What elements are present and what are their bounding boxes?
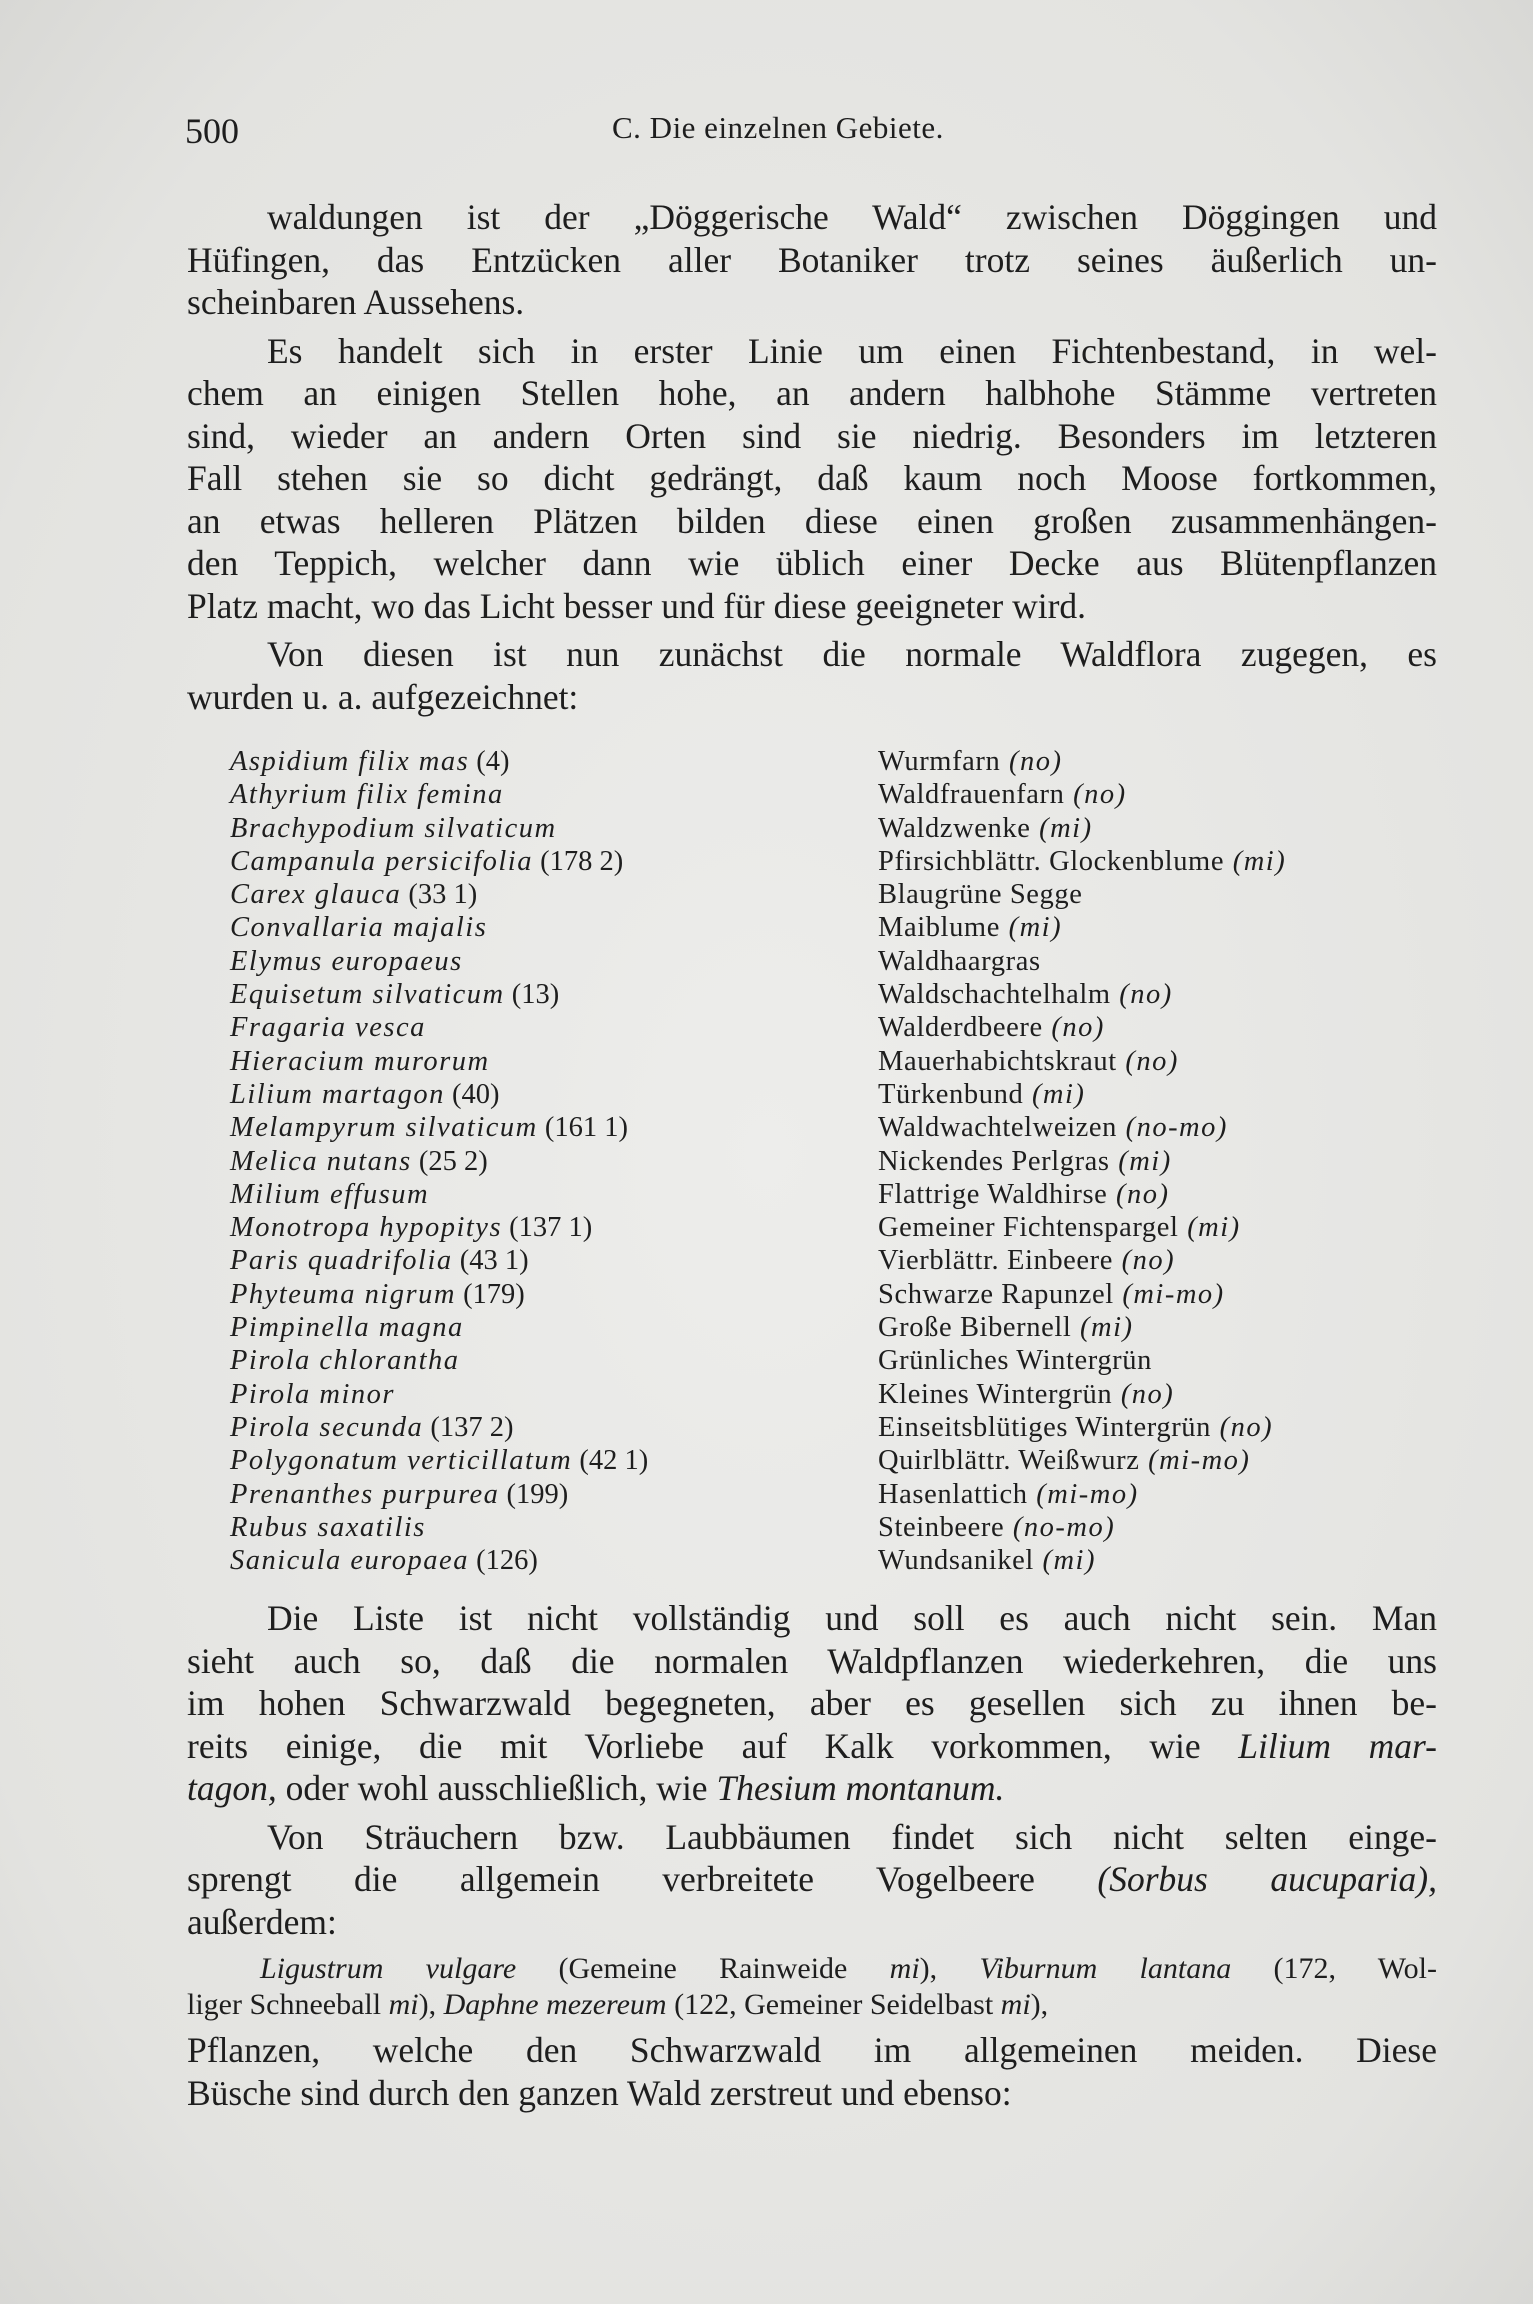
text-line	[187, 281, 1437, 324]
zone-label: (no)	[1112, 1378, 1175, 1410]
zone-label: (mi)	[1178, 1212, 1241, 1244]
text-line	[187, 1725, 1437, 1768]
text-line	[187, 2072, 1437, 2115]
latin-name: Pirola minor	[230, 1378, 395, 1410]
latin-name: Campanula persicifolia (178 2)	[230, 845, 624, 877]
text-span: oder wohl ausschließlich, wie	[276, 1768, 717, 1808]
german-name: Maiblume (mi)	[878, 912, 1063, 944]
german-name: Wurmfarn (no)	[878, 746, 1063, 777]
text-line	[187, 2029, 1437, 2072]
list-item	[230, 1378, 1460, 1411]
list-item	[230, 1511, 1460, 1544]
latin-name: Carex glauca (33 1)	[230, 879, 478, 911]
italic-text: Thesium montanum.	[716, 1768, 1005, 1808]
text-line	[187, 415, 1437, 458]
italic-text: tagon,	[187, 1768, 277, 1808]
text-span: ),	[418, 1988, 444, 2021]
text-span: ),	[1030, 1988, 1049, 2021]
text-line	[187, 542, 1437, 585]
italic-text: mi	[1000, 1988, 1031, 2021]
latin-name: Monotropa hypopitys (137 1)	[230, 1212, 593, 1244]
german-name: Grünliches Wintergrün	[878, 1345, 1152, 1377]
page-number: 500	[185, 111, 239, 151]
zone-label: (no)	[1211, 1411, 1274, 1443]
latin-name: Phyteuma nigrum (179)	[230, 1278, 525, 1310]
reference-number: (42 1)	[572, 1445, 649, 1477]
running-head: C. Die einzelnen Gebiete.	[612, 110, 944, 145]
text-span: Pflanzen, welche den Schwarzwald im allgemeinen meiden. Diese	[187, 2030, 1437, 2070]
latin-name: Brachypodium silvaticum	[230, 812, 557, 844]
latin-name: Polygonatum verticillatum (42 1)	[230, 1445, 649, 1477]
list-item	[230, 845, 1460, 878]
reference-number: (137 1)	[502, 1212, 593, 1244]
zone-label: (mi-mo)	[1027, 1478, 1139, 1510]
german-name: Waldfrauenfarn (no)	[878, 779, 1127, 811]
latin-name: Elymus europaeus	[230, 945, 463, 977]
list-item	[230, 911, 1460, 944]
latin-name: Pirola chlorantha	[230, 1345, 460, 1377]
latin-name: Aspidium filix mas (4)	[230, 746, 510, 777]
text-line	[187, 676, 1437, 719]
italic-text: mi	[889, 1952, 920, 1985]
text-span: wurden u. a. aufgezeichnet:	[187, 676, 579, 717]
text-span: ),	[919, 1952, 980, 1985]
latin-name: Melampyrum silvaticum (161 1)	[230, 1112, 628, 1144]
text-span: Büsche sind durch den ganzen Wald zerstreut und ebenso:	[187, 2072, 1012, 2113]
text-span: im hohen Schwarzwald begegneten, aber es gesellen sich zu ihnen be-	[187, 1683, 1437, 1723]
latin-name: Sanicula europaea (126)	[230, 1545, 538, 1577]
text-span: waldungen ist der „Döggerische Wald“ zwischen Döggingen und	[267, 197, 1437, 237]
paragraph	[187, 2029, 1437, 2114]
body-text-bottom	[187, 1597, 1437, 2114]
paragraph	[187, 1816, 1437, 1944]
german-name: Wundsanikel (mi)	[878, 1545, 1096, 1577]
german-name: Blaugrüne Segge	[878, 879, 1083, 911]
italic-text: mi	[388, 1988, 419, 2021]
text-line	[187, 633, 1437, 676]
body-text-top	[187, 196, 1437, 718]
text-line	[187, 1767, 1437, 1810]
reference-number: (161 1)	[537, 1112, 628, 1144]
list-item	[230, 1444, 1460, 1477]
zone-label: (no-mo)	[1116, 1112, 1228, 1144]
list-item	[230, 1078, 1460, 1111]
reference-number: (199)	[499, 1478, 569, 1510]
latin-name: Hieracium murorum	[230, 1045, 490, 1077]
list-item	[230, 1544, 1460, 1577]
latin-name: Prenanthes purpurea (199)	[230, 1478, 569, 1510]
reference-number: (137 2)	[423, 1411, 514, 1443]
paragraph	[187, 196, 1437, 324]
latin-name: Pirola secunda (137 2)	[230, 1411, 514, 1443]
latin-name: Equisetum silvaticum (13)	[230, 979, 560, 1011]
text-line	[187, 1987, 1437, 2023]
list-item	[230, 1411, 1460, 1444]
italic-text: (Sorbus aucuparia),	[1097, 1859, 1437, 1899]
list-item	[230, 1111, 1460, 1144]
latin-name: Melica nutans (25 2)	[230, 1145, 488, 1177]
list-item	[230, 1045, 1460, 1078]
latin-name: Milium effusum	[230, 1178, 430, 1210]
text-span: sprengt die allgemein verbreitete Vogelbeere	[187, 1859, 1098, 1899]
reference-number: (43 1)	[452, 1245, 529, 1277]
reference-number: (126)	[468, 1545, 538, 1577]
text-line	[187, 372, 1437, 415]
latin-name: Pimpinella magna	[230, 1312, 464, 1344]
german-name: Waldzwenke (mi)	[878, 812, 1093, 844]
zone-label: (mi-mo)	[1139, 1445, 1251, 1477]
latin-name: Rubus saxatilis	[230, 1511, 426, 1543]
zone-label: (no)	[1113, 1245, 1176, 1277]
latin-name: Convallaria majalis	[230, 912, 488, 944]
text-line	[187, 1951, 1437, 1987]
reference-number: (13)	[504, 979, 560, 1011]
latin-name: Athyrium filix femina	[230, 779, 504, 811]
text-span: (172, Wol-	[1231, 1952, 1438, 1985]
zone-label: (mi)	[1023, 1078, 1086, 1110]
list-item	[230, 1344, 1460, 1377]
zone-label: (no)	[1064, 779, 1127, 811]
text-span: sieht auch so, daß die normalen Waldpflanzen wiederkehren, die uns	[187, 1640, 1437, 1681]
text-span: Von Sträuchern bzw. Laubbäumen findet sich nicht selten einge-	[267, 1816, 1437, 1857]
list-item	[230, 1478, 1460, 1511]
text-line	[187, 585, 1437, 628]
reference-number: (40)	[444, 1078, 500, 1110]
reference-number: (33 1)	[401, 879, 478, 911]
list-item	[230, 878, 1460, 911]
text-span: Hüfingen, das Entzücken aller Botaniker trotz seines äußerlich un-	[187, 239, 1437, 280]
text-span: an etwas helleren Plätzen bilden diese einen großen zusammenhängen-	[187, 500, 1437, 541]
text-line	[187, 196, 1437, 239]
german-name: Pfirsichblättr. Glockenblume (mi)	[878, 845, 1287, 877]
german-name: Waldhaargras	[878, 945, 1041, 977]
text-line	[187, 330, 1437, 373]
german-name: Waldschachtelhalm (no)	[878, 979, 1173, 1011]
paragraph	[187, 330, 1437, 628]
german-name: Walderdbeere (no)	[878, 1012, 1105, 1044]
zone-label: (no-mo)	[1004, 1511, 1116, 1543]
text-line	[187, 457, 1437, 500]
text-span: Fall stehen sie so dicht gedrängt, daß kaum noch Moose fortkommen,	[187, 458, 1437, 498]
list-item	[230, 1278, 1460, 1311]
italic-text: Daphne mezereum	[443, 1988, 667, 2021]
list-item	[230, 1145, 1460, 1178]
italic-text: Ligustrum vulgare	[260, 1952, 517, 1985]
list-item	[230, 1244, 1460, 1277]
zone-label: (mi)	[1224, 845, 1287, 877]
zone-label: (no)	[1107, 1178, 1170, 1210]
zone-label: (mi)	[999, 912, 1063, 944]
text-line	[187, 500, 1437, 543]
latin-name: Lilium martagon (40)	[230, 1078, 500, 1110]
paragraph	[187, 633, 1437, 718]
zone-label: (no)	[1042, 1012, 1105, 1044]
text-line	[187, 1640, 1437, 1683]
latin-name: Fragaria vesca	[230, 1012, 426, 1044]
latin-name: Paris quadrifolia (43 1)	[230, 1245, 529, 1277]
text-span: Es handelt sich in erster Linie um einen Fichtenbestand, in wel-	[267, 330, 1437, 371]
text-span: (Gemeine Rainweide	[516, 1952, 890, 1985]
zone-label: (mi-mo)	[1113, 1278, 1225, 1310]
german-name: Steinbeere (no-mo)	[878, 1511, 1116, 1543]
german-name: Kleines Wintergrün (no)	[878, 1378, 1175, 1410]
list-item	[230, 812, 1460, 845]
text-span: reits einige, die mit Vorliebe auf Kalk vorkommen, wie	[187, 1725, 1239, 1766]
reference-number: (25 2)	[411, 1145, 488, 1177]
german-name: Vierblättr. Einbeere (no)	[878, 1245, 1176, 1277]
text-span: scheinbaren Aussehens.	[187, 282, 525, 322]
zone-label: (no)	[1000, 746, 1063, 777]
text-line	[187, 1816, 1437, 1859]
list-item	[230, 945, 1460, 978]
reference-number: (4)	[469, 746, 510, 777]
text-span: Platz macht, wo das Licht besser und für diese geeigneter wird.	[187, 585, 1087, 626]
zone-label: (mi)	[1109, 1145, 1172, 1177]
reference-number: (179)	[455, 1278, 525, 1310]
german-name: Flattrige Waldhirse (no)	[878, 1178, 1170, 1210]
text-span: sind, wieder an andern Orten sind sie niedrig. Besonders im letzteren	[187, 415, 1437, 456]
zone-label: (no)	[1116, 1045, 1179, 1077]
text-span: Die Liste ist nicht vollständig und soll es auch nicht sein. Man	[267, 1598, 1437, 1638]
list-item	[230, 745, 1460, 778]
german-name: Einseitsblütiges Wintergrün (no)	[878, 1411, 1274, 1443]
german-name: Schwarze Rapunzel (mi-mo)	[878, 1278, 1225, 1310]
text-line	[187, 1901, 1437, 1944]
german-name: Nickendes Perlgras (mi)	[878, 1145, 1172, 1177]
list-item	[230, 1311, 1460, 1344]
text-span: liger Schneeball	[187, 1988, 389, 2021]
zone-label: (mi)	[1071, 1312, 1134, 1344]
list-item	[230, 1211, 1460, 1244]
zone-label: (mi)	[1030, 812, 1093, 844]
text-line	[187, 1682, 1437, 1725]
species-list	[230, 745, 1460, 1577]
text-line	[187, 239, 1437, 282]
list-item	[230, 1178, 1460, 1211]
text-line	[187, 1858, 1437, 1901]
text-span: (122, Gemeiner Seidelbast	[666, 1988, 1001, 2021]
paragraph	[187, 1951, 1437, 2023]
text-span: chem an einigen Stellen hohe, an andern halbhohe Stämme vertreten	[187, 373, 1437, 413]
italic-text: Viburnum lantana	[979, 1952, 1232, 1985]
german-name: Quirlblättr. Weißwurz (mi-mo)	[878, 1445, 1251, 1477]
italic-text: Lilium mar-	[1238, 1725, 1437, 1766]
list-item	[230, 978, 1460, 1011]
german-name: Große Bibernell (mi)	[878, 1312, 1134, 1344]
paragraph	[187, 1597, 1437, 1810]
german-name: Gemeiner Fichtenspargel (mi)	[878, 1212, 1241, 1244]
text-span: den Teppich, welcher dann wie üblich einer Decke aus Blütenpflanzen	[187, 543, 1437, 583]
list-item	[230, 1011, 1460, 1044]
reference-number: (178 2)	[532, 845, 624, 877]
german-name: Waldwachtelweizen (no-mo)	[878, 1112, 1228, 1144]
text-line	[187, 1597, 1437, 1640]
german-name: Hasenlattich (mi-mo)	[878, 1478, 1139, 1510]
german-name: Mauerhabichtskraut (no)	[878, 1045, 1179, 1077]
zone-label: (no)	[1110, 979, 1173, 1011]
german-name: Türkenbund (mi)	[878, 1078, 1086, 1110]
zone-label: (mi)	[1033, 1545, 1096, 1577]
text-span: außerdem:	[187, 1901, 337, 1942]
text-span: Von diesen ist nun zunächst die normale Waldflora zugegen, es	[267, 634, 1437, 674]
list-item	[230, 778, 1460, 811]
